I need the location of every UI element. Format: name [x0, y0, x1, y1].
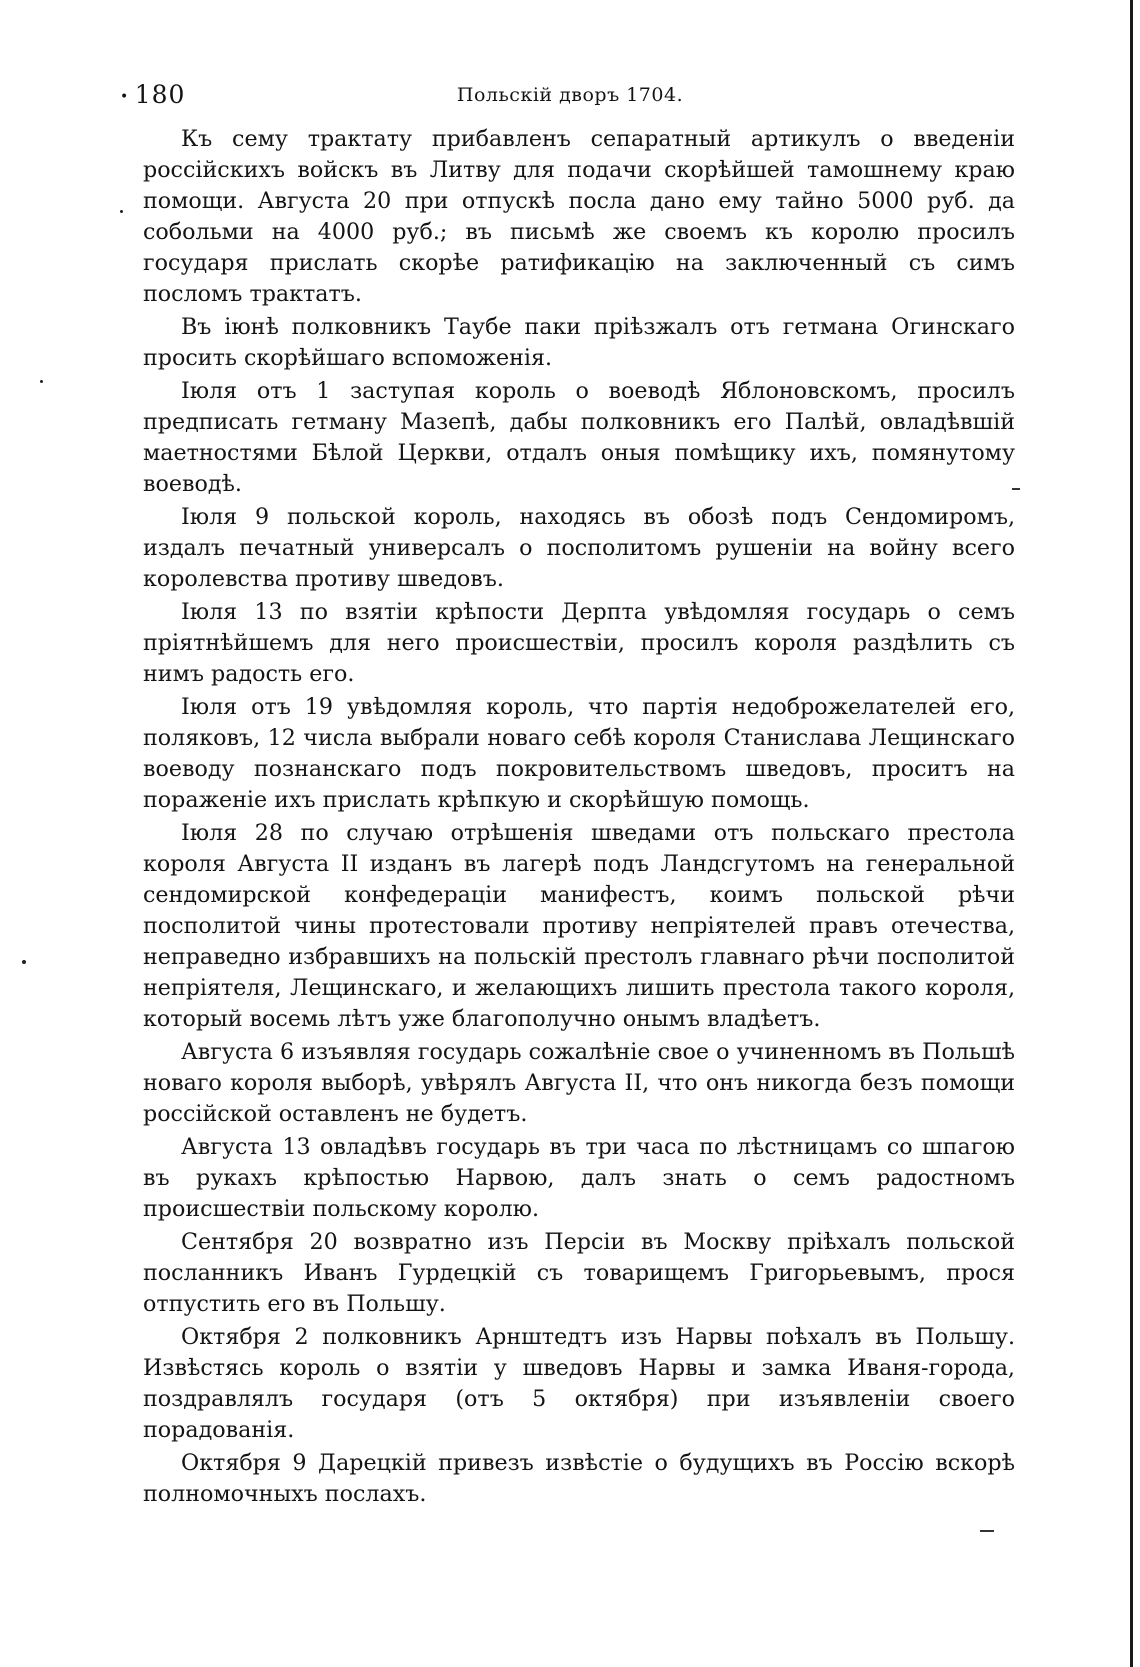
scan-mark: [980, 1530, 994, 1532]
paragraph: Къ сему трактату прибавленъ сепаратный артикулъ о введеніи россійскихъ войскъ въ Литву для подачи скорѣйшей тамошнему краю помощи. Августа 20 при отпускѣ посла дано ему тайно 5000 руб. да собольми на 4000 руб.; въ письмѣ же своемъ къ королю просилъ государя прислать скорѣе ратификацію на заключенный съ симъ посломъ трактатъ.: [143, 126, 1015, 307]
scan-speck: [40, 380, 43, 383]
running-head: Польскій дворъ 1704.: [456, 84, 684, 106]
paragraph: Августа 13 овладѣвъ государь въ три часа по лѣстницамъ со шпагою въ рукахъ крѣпостью Нарвою, далъ знать о семъ радостномъ происшествіи польскому королю.: [143, 1134, 1015, 1222]
body-text: [143, 124, 1015, 1512]
page-edge-rule: [1130, 0, 1133, 1667]
paragraph: Іюля отъ 1 заступая король о воеводѣ Яблоновскомъ, просилъ предписать гетману Мазепѣ, дабы полковникъ его Палѣй, овладѣвшій маетностями Бѣлой Церкви, отдалъ оныя помѣщику ихъ, помянутому воеводѣ.: [143, 378, 1015, 497]
paragraph: Октября 2 полковникъ Арнштедтъ изъ Нарвы поѣхалъ въ Польшу. Извѣстясь король о взятіи у шведовъ Нарвы и замка Иваня-города, поздравлялъ государя (отъ 5 октября) при изъявленіи своего порадованія.: [143, 1324, 1015, 1443]
paragraph: Іюля 28 по случаю отрѣшенія шведами отъ польскаго престола короля Августа II изданъ въ лагерѣ подъ Ландсгутомъ на генеральной сендомирской конфедераціи манифестъ, коимъ польской рѣчи посполитой чины протестовали противу непріятелей правъ отечества, неправедно избравшихъ на польскій престолъ главнаго рѣчи посполитой непріятеля, Лещинскаго, и желающихъ лишить престола такого короля, который восемь лѣтъ уже благополучно онымъ владѣетъ.: [143, 820, 1015, 1032]
scan-mark: [1012, 488, 1020, 490]
page-number: • 180: [120, 80, 185, 109]
paragraph: Октября 9 Дарецкій привезъ извѣстіе о будущихъ въ Россію вскорѣ полномочныхъ послахъ.: [143, 1450, 1015, 1507]
scan-speck: [22, 960, 26, 964]
paragraph: Въ іюнѣ полковникъ Таубе паки пріѣзжалъ отъ гетмана Огинскаго просить скорѣйшаго вспоможенія.: [143, 314, 1015, 371]
paragraph: Іюля 9 польской король, находясь въ обозѣ подъ Сендомиромъ, издалъ печатный универсалъ о посполитомъ рушеніи на войну всего королевства противу шведовъ.: [143, 504, 1015, 592]
paragraph: Августа 6 изъявляя государь сожалѣніе свое о учиненномъ въ Польшѣ новаго короля выборѣ, увѣрялъ Августа II, что онъ никогда безъ помощи россійской оставленъ не будетъ.: [143, 1039, 1015, 1127]
paragraph: Іюля отъ 19 увѣдомляя король, что партія недоброжелателей его, поляковъ, 12 числа выбрали новаго себѣ короля Станислава Лещинскаго воеводу познанскаго подъ покровительствомъ шведовъ, проситъ на пораженіе ихъ прислать крѣпкую и скорѣйшую помощь.: [143, 694, 1015, 813]
paragraph: Сентября 20 возвратно изъ Персіи въ Москву пріѣхалъ польской посланникъ Иванъ Гурдецкій съ товарищемъ Григорьевымъ, прося отпустить его въ Польшу.: [143, 1229, 1015, 1317]
scan-speck: [120, 210, 123, 213]
page-header: [120, 80, 1020, 114]
paragraph: Іюля 13 по взятіи крѣпости Дерпта увѣдомляя государь о семъ пріятнѣйшемъ для него происшествіи, просилъ короля раздѣлить съ нимъ радость его.: [143, 599, 1015, 687]
